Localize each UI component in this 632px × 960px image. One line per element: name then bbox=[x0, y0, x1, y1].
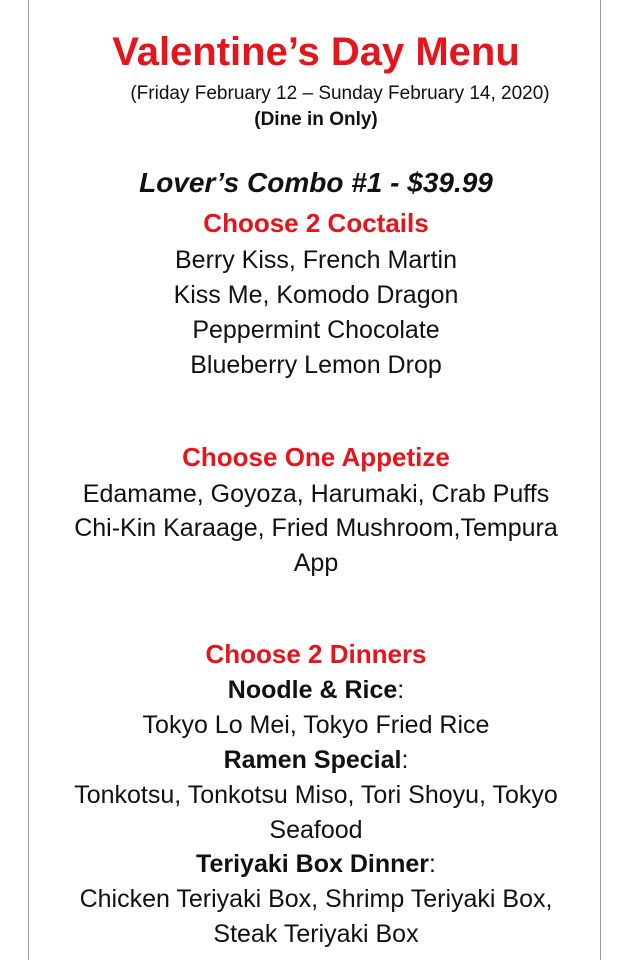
appetizer-heading: Choose One Appetize bbox=[182, 442, 450, 472]
appetizer-line: Edamame, Goyoza, Harumaki, Crab Puffs bbox=[82, 480, 550, 508]
combo-title: Lover’s Combo #1 - $39.99 bbox=[139, 167, 493, 198]
dinner-group-colon: : bbox=[429, 850, 436, 878]
dinner-group-title bbox=[0, 678, 632, 703]
left-border bbox=[28, 0, 29, 960]
dinner-group-colon: : bbox=[397, 676, 405, 704]
menu-dates: (Friday February 12 – Sunday February 14, 2020) bbox=[130, 83, 550, 104]
dinner-group-title bbox=[0, 852, 632, 877]
appetizer-line: App bbox=[293, 549, 339, 577]
dinner-group-colon: : bbox=[401, 746, 409, 774]
dinner-line: Tokyo Lo Mei, Tokyo Fried Rice bbox=[142, 711, 490, 739]
dinners-heading: Choose 2 Dinners bbox=[205, 639, 427, 669]
cocktail-line: Kiss Me, Komodo Dragon bbox=[173, 281, 459, 309]
cocktail-line: Peppermint Chocolate bbox=[192, 316, 440, 344]
cocktails-heading: Choose 2 Coctails bbox=[203, 208, 429, 238]
dinner-line: Seafood bbox=[269, 816, 363, 844]
dinner-line: Tonkotsu, Tonkotsu Miso, Tori Shoyu, Tokyo bbox=[74, 781, 558, 809]
menu-title: Valentine’s Day Menu bbox=[112, 30, 520, 74]
dinner-group-name: Ramen Special bbox=[223, 746, 402, 774]
cocktail-line: Blueberry Lemon Drop bbox=[190, 351, 442, 379]
appetizer-line: Chi-Kin Karaage, Fried Mushroom,Tempura bbox=[74, 514, 558, 542]
dinner-line: Steak Teriyaki Box bbox=[213, 920, 419, 948]
cocktail-line: Berry Kiss, French Martin bbox=[174, 246, 457, 274]
dinner-group-name: Teriyaki Box Dinner bbox=[196, 850, 429, 878]
dinner-group-name: Noodle & Rice bbox=[227, 676, 398, 704]
right-border bbox=[600, 0, 601, 960]
dine-in-note: (Dine in Only) bbox=[254, 109, 378, 130]
dinner-group-title bbox=[0, 748, 632, 773]
dinner-line: Chicken Teriyaki Box, Shrimp Teriyaki Box, bbox=[79, 885, 553, 913]
